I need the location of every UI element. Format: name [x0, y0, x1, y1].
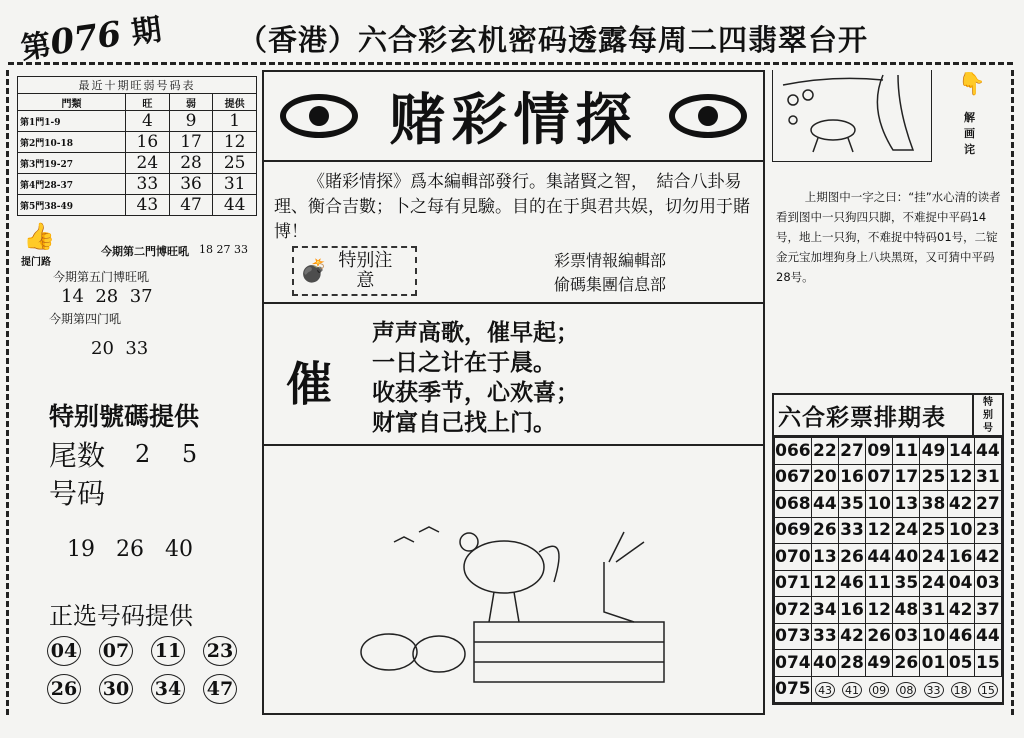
- eye-icon: [669, 94, 747, 138]
- number-ball: 43: [815, 682, 835, 698]
- table-row: [775, 438, 1002, 465]
- number-ball: 09: [869, 682, 889, 698]
- number-cell: 04: [947, 570, 974, 597]
- period-cell: 075: [775, 676, 812, 703]
- number-cell: 26: [893, 650, 920, 677]
- number-cell: [811, 676, 838, 703]
- number-cell: 49: [866, 650, 893, 677]
- number-ball: 47: [203, 674, 237, 704]
- code-values: 19 26 40: [67, 537, 193, 562]
- column-header: 提供: [213, 94, 257, 111]
- door2-numbers: 18 27 33: [199, 243, 248, 256]
- cell: 25: [213, 153, 257, 174]
- dept2: 偷碼集團信息部: [554, 275, 667, 294]
- period-cell: 066: [775, 438, 812, 465]
- door2-label: 今期第二門博旺吼: [101, 245, 189, 258]
- headline: （香港）六合彩玄机密码透露每周二四翡翠台开: [238, 23, 869, 57]
- title-band: [264, 72, 763, 162]
- number-cell: 03: [893, 623, 920, 650]
- cell: 28: [169, 153, 213, 174]
- tip-label: 提门路: [21, 257, 51, 268]
- poem: [372, 318, 579, 438]
- door5-numbers: 14 28 37: [61, 286, 153, 307]
- number-cell: 40: [811, 650, 838, 677]
- side-label: 解画诧: [964, 111, 975, 156]
- period-cell: 072: [775, 597, 812, 624]
- period-cell: 073: [775, 623, 812, 650]
- period-cell: 074: [775, 650, 812, 677]
- number-cell: 24: [920, 570, 947, 597]
- main-numbers: [47, 633, 267, 709]
- number-cell: 10: [920, 623, 947, 650]
- number-cell: 12: [866, 517, 893, 544]
- rooster-illustration: [354, 512, 674, 702]
- cell: 44: [213, 195, 257, 216]
- number-cell: 34: [811, 597, 838, 624]
- number-ball: 34: [151, 674, 185, 704]
- number-cell: 01: [920, 650, 947, 677]
- number-cell: 35: [838, 491, 865, 518]
- number-cell: 26: [838, 544, 865, 571]
- poem-section: [264, 306, 763, 446]
- number-cell: 24: [893, 517, 920, 544]
- number-cell: 10: [866, 491, 893, 518]
- cell: 17: [169, 132, 213, 153]
- page-title: 赌彩情探: [389, 88, 638, 153]
- number-cell: 17: [893, 464, 920, 491]
- cell: 33: [126, 174, 170, 195]
- number-cell: [893, 676, 920, 703]
- column-header: 旺: [126, 94, 170, 111]
- number-cell: 44: [866, 544, 893, 571]
- number-cell: 12: [811, 570, 838, 597]
- column-header: 門類: [18, 94, 126, 111]
- poem-line: 一日之计在于晨。: [372, 350, 556, 376]
- number-cell: 44: [811, 491, 838, 518]
- number-cell: 13: [893, 491, 920, 518]
- number-cell: 03: [974, 570, 1001, 597]
- row-label: 第2門10-18: [18, 132, 126, 153]
- notice-label: 特别注意: [338, 250, 393, 291]
- number-cell: 42: [947, 597, 974, 624]
- number-cell: [974, 676, 1001, 703]
- code-label: 号码: [49, 477, 106, 510]
- row-label: 第4門28-37: [18, 174, 126, 195]
- intro-section: [264, 164, 763, 304]
- number-cell: 28: [838, 650, 865, 677]
- riddle-illustration: [772, 70, 932, 162]
- number-cell: 31: [974, 464, 1001, 491]
- number-cell: [838, 676, 865, 703]
- number-cell: 10: [947, 517, 974, 544]
- schedule-title: 六合彩票排期表: [778, 404, 946, 431]
- cell: 31: [213, 174, 257, 195]
- special-title: 特别號碼提供: [49, 402, 200, 431]
- hot-cold-table: [17, 76, 257, 216]
- door4-numbers: 20 33: [91, 338, 149, 359]
- table-row: [18, 195, 257, 216]
- cell: 43: [126, 195, 170, 216]
- period-cell: 071: [775, 570, 812, 597]
- door5-label: 今期第五门博旺吼: [53, 270, 150, 284]
- cell: 36: [169, 174, 213, 195]
- table-row: [775, 517, 1002, 544]
- number-cell: 33: [811, 623, 838, 650]
- poem-line: 声声高歌，催早起；: [372, 320, 579, 346]
- table-row: [775, 570, 1002, 597]
- table-row: [18, 111, 257, 132]
- period-cell: 070: [775, 544, 812, 571]
- number-ball: 15: [978, 682, 998, 698]
- number-cell: 24: [920, 544, 947, 571]
- cell: 24: [126, 153, 170, 174]
- number-cell: 42: [947, 491, 974, 518]
- number-ball: 33: [924, 682, 944, 698]
- tail-values: 2 5: [135, 440, 198, 468]
- period-cell: 068: [775, 491, 812, 518]
- number-ball: 23: [203, 636, 237, 666]
- number-cell: 44: [974, 438, 1001, 465]
- table-row: [18, 132, 257, 153]
- row-label: 第5門38-49: [18, 195, 126, 216]
- table-row: [775, 544, 1002, 571]
- number-cell: 46: [947, 623, 974, 650]
- table-row: [775, 597, 1002, 624]
- table-row: [18, 174, 257, 195]
- table-title: 最近十期旺弱号码表: [18, 77, 257, 94]
- number-cell: 46: [838, 570, 865, 597]
- number-cell: 25: [920, 464, 947, 491]
- cell: 12: [213, 132, 257, 153]
- number-ball: 18: [951, 682, 971, 698]
- number-cell: 15: [974, 650, 1001, 677]
- number-cell: 22: [811, 438, 838, 465]
- number-cell: 35: [893, 570, 920, 597]
- period-cell: 067: [775, 464, 812, 491]
- number-cell: 14: [947, 438, 974, 465]
- schedule-table: [772, 393, 1004, 705]
- number-cell: 49: [920, 438, 947, 465]
- number-cell: 26: [811, 517, 838, 544]
- poem-line: 财富自己找上门。: [372, 410, 556, 436]
- issue-number: 第076 期: [18, 12, 164, 67]
- number-cell: 20: [811, 464, 838, 491]
- bomb-icon: 💣: [300, 258, 328, 284]
- number-cell: 27: [974, 491, 1001, 518]
- number-cell: 33: [838, 517, 865, 544]
- special-label: 特别号: [972, 395, 1002, 435]
- number-cell: 13: [811, 544, 838, 571]
- table-row: [775, 623, 1002, 650]
- number-ball: 07: [99, 636, 133, 666]
- cell: 47: [169, 195, 213, 216]
- number-cell: [947, 676, 974, 703]
- table-row: [775, 491, 1002, 518]
- page-header: [0, 0, 1024, 66]
- cell: 9: [169, 111, 213, 132]
- number-cell: [866, 676, 893, 703]
- number-cell: 31: [920, 597, 947, 624]
- dept1: 彩票情報編輯部: [554, 251, 667, 270]
- number-cell: 05: [947, 650, 974, 677]
- number-cell: 12: [947, 464, 974, 491]
- number-ball: 08: [896, 682, 916, 698]
- intro-text: 《賭彩情探》爲本編輯部發行。集諸賢之智， 結合八卦易理、衡合吉數；卜之每有見驗。目的在于與君共娱，切勿用于賭博！: [274, 172, 750, 242]
- left-column: [6, 70, 259, 715]
- number-cell: 11: [893, 438, 920, 465]
- cell: 16: [126, 132, 170, 153]
- door4-label: 今期第四门吼: [49, 312, 122, 326]
- table-row: [775, 464, 1002, 491]
- number-cell: [920, 676, 947, 703]
- tail-label: 尾数: [49, 439, 106, 472]
- table-row: [775, 676, 1002, 703]
- main-title: 正选号码提供: [49, 602, 193, 630]
- number-cell: 11: [866, 570, 893, 597]
- number-cell: 12: [866, 597, 893, 624]
- number-ball: 04: [47, 636, 81, 666]
- number-cell: 38: [920, 491, 947, 518]
- number-cell: 07: [866, 464, 893, 491]
- period-cell: 069: [775, 517, 812, 544]
- number-ball: 26: [47, 674, 81, 704]
- thumbs-up-icon: 👍: [23, 222, 56, 252]
- number-cell: 16: [838, 464, 865, 491]
- number-cell: 27: [838, 438, 865, 465]
- number-ball: 11: [151, 636, 185, 666]
- number-cell: 44: [974, 623, 1001, 650]
- poem-char: 催: [286, 357, 332, 411]
- number-cell: 16: [838, 597, 865, 624]
- row-label: 第3門19-27: [18, 153, 126, 174]
- divider: [8, 62, 1013, 65]
- number-cell: 23: [974, 517, 1001, 544]
- row-label: 第1門1-9: [18, 111, 126, 132]
- riddle-text: 上期图中一字之曰：“挂”水心清的读者看到图中一只狗四只脚，不难捉中平码14号，地上一只狗，不难捉中特码01号，二锭金元宝加埋狗身上八块黑斑，又可猜中平码28号。: [776, 190, 1001, 284]
- number-cell: 09: [866, 438, 893, 465]
- table-row: [18, 153, 257, 174]
- table-row: [775, 650, 1002, 677]
- poem-line: 收获季节，心欢喜；: [372, 380, 579, 406]
- right-column: [768, 70, 1014, 715]
- eye-icon: [280, 94, 358, 138]
- number-ball: 41: [842, 682, 862, 698]
- number-cell: 40: [893, 544, 920, 571]
- cell: 4: [126, 111, 170, 132]
- column-header: 弱: [169, 94, 213, 111]
- number-cell: 42: [838, 623, 865, 650]
- number-cell: 16: [947, 544, 974, 571]
- number-cell: 48: [893, 597, 920, 624]
- middle-column: [262, 70, 765, 715]
- number-ball: 30: [99, 674, 133, 704]
- number-cell: 26: [866, 623, 893, 650]
- schedule-grid: [774, 437, 1002, 703]
- pointing-hand-icon: 👇: [958, 72, 986, 97]
- number-cell: 42: [974, 544, 1001, 571]
- notice-box: [292, 246, 417, 296]
- number-cell: 25: [920, 517, 947, 544]
- cell: 1: [213, 111, 257, 132]
- number-cell: 37: [974, 597, 1001, 624]
